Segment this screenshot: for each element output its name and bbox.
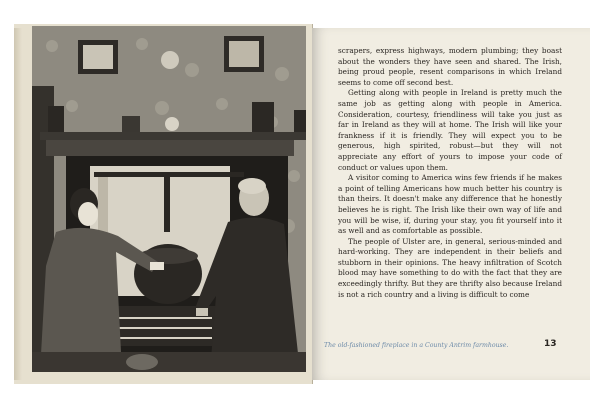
photo-caption: The old-fashioned fireplace in a County Antrim farmhouse.	[324, 342, 509, 349]
right-page	[312, 28, 590, 380]
fireplace-photo	[32, 26, 306, 372]
left-page	[14, 24, 313, 384]
open-book	[8, 24, 598, 384]
fireplace-photo-icon	[32, 26, 306, 372]
page-number: 13	[544, 339, 557, 349]
paragraph-4: The people of Ulster are, in general, serious-minded and hard-working. They are independent in their beliefs and stubborn in their opinions. The heavy infiltration of Scotch blood may have something to do with the fact that they are exceedingly thrifty. But they are thrifty also because Ireland is not a rich country and a living is difficult to come	[338, 236, 562, 299]
paragraph-3: A visitor coming to America wins few friends if he makes a point of telling Americans how much better his country is than theirs. It doesn't make any difference that he honestly believes he is right. The Irish like their own way of life and you will be wise, if, during your stay, you fit yourself into it as well and as comfortable as possible.	[338, 173, 562, 236]
paragraph-1: scrapers, express highways, modern plumbing; they boast about the wonders they have seen and shared. The Irish, being proud people, resent comparisons in which Ireland seems to come off second best.	[338, 46, 562, 87]
page-stack-edge	[14, 28, 22, 380]
body-text	[338, 46, 562, 300]
paragraph-2: Getting along with people in Ireland is pretty much the same job as getting along with people in America. Consideration, courtesy, friendliness will take you just as far in Ireland as they will at home. The Irish will like your frankness if it is friendly. They will expect you to be generous, high spirited, robust—but they will not appreciate any effort of yours to impose your code of conduct or values upon them.	[338, 88, 562, 172]
